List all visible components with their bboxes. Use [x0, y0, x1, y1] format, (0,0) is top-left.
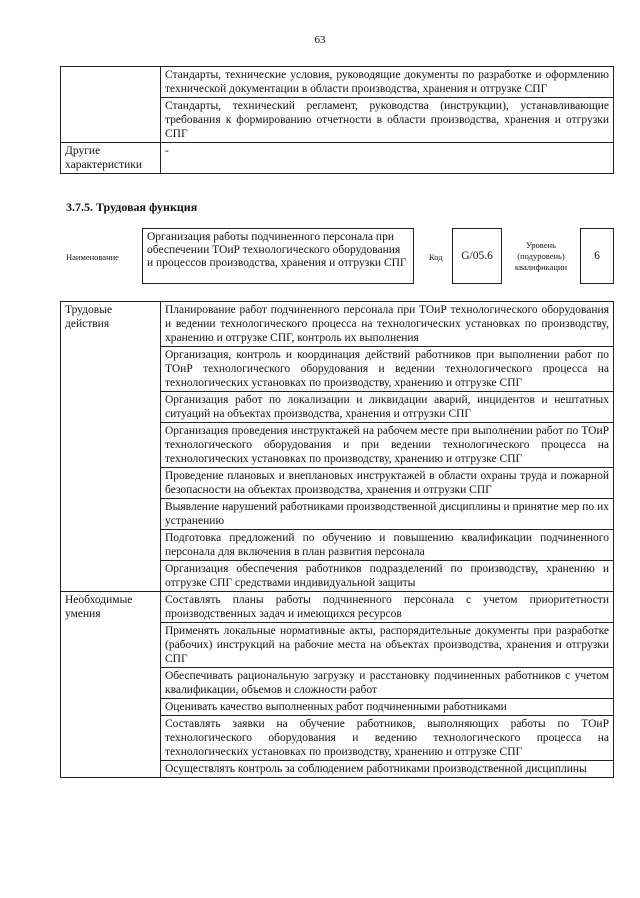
action-item: Подготовка предложений по обучению и повышению квалификации подчиненного персонала для включения в план развития персонала	[161, 530, 614, 561]
function-code: G/05.6	[452, 228, 502, 284]
skill-item: Применять локальные нормативные акты, распорядительные документы при разработке (рабочих) инструкций на рабочие места на объектах производства, хранения и отгрузки СПГ	[161, 623, 614, 668]
skill-item: Обеспечивать рациональную загрузку и расстановку подчиненных работников с учетом квалификации, объемов и сложности работ	[161, 668, 614, 699]
table-cell: Стандарты, технические условия, руководящие документы по разработке и оформлению технической документации в области производства, хранения и отгрузке СПГ	[161, 67, 614, 98]
row-label	[61, 67, 161, 143]
page-number: 63	[314, 34, 326, 46]
action-item: Организация работ по локализации и ликвидации аварий, инцидентов и нештатных ситуаций на объектах производства, хранения и отгрузки СПГ	[161, 392, 614, 423]
skill-item: Осуществлять контроль за соблюдением работниками производственной дисциплины	[161, 761, 614, 778]
level-label: Уровень (подуровень) квалификации	[514, 240, 568, 272]
previous-function-table	[60, 66, 614, 174]
actions-label: Трудовые действия	[61, 302, 161, 592]
function-name: Организация работы подчиненного персонала при обеспечении ТОиР технологического оборудования и процессов производства, хранения и отгрузки СПГ	[142, 228, 414, 284]
table-cell: -	[161, 143, 614, 174]
action-item: Организация проведения инструктажей на рабочем месте при выполнении работ по ТОиР технологического оборудования и при ведении технологического процесса на технологических установках по производству, хранению и отгрузке СПГ	[161, 423, 614, 468]
qualification-level: 6	[580, 228, 614, 284]
code-label: Код	[429, 252, 443, 262]
action-item: Организация, контроль и координация действий работников при выполнении работ по ТОиР технологического оборудования и ведении технологического процесса на технологических установках по производству, хранению и отгрузке СПГ	[161, 347, 614, 392]
action-item: Организация обеспечения работников подразделений по производству, хранению и отгрузке СПГ средствами индивидуальной защиты	[161, 561, 614, 592]
action-item: Выявление нарушений работниками производственной дисциплины и принятие мер по их устранению	[161, 499, 614, 530]
name-label: Наименование	[66, 252, 119, 262]
skill-item: Составлять планы работы подчиненного персонала с учетом приоритетности производственных задач и имеющихся ресурсов	[161, 592, 614, 623]
function-header	[60, 228, 614, 290]
skills-label: Необходимые умения	[61, 592, 161, 778]
table-cell: Стандарты, технический регламент, руководства (инструкции), устанавливающие требования к формированию отчетности в области производства, хранения и отгрузки СПГ	[161, 98, 614, 143]
function-details-table	[60, 301, 614, 778]
section-title: 3.7.5. Трудовая функция	[66, 200, 198, 214]
action-item: Проведение плановых и внеплановых инструктажей в области охраны труда и пожарной безопасности на объектах производства, хранения и отгрузки СПГ	[161, 468, 614, 499]
row-label: Другие характеристики	[61, 143, 161, 174]
action-item: Планирование работ подчиненного персонала при ТОиР технологического оборудования и ведении технологического процесса на технологических установках по производству, хранению и отгрузке СПГ, контроль их выполнения	[161, 302, 614, 347]
skill-item: Оценивать качество выполненных работ подчиненными работниками	[161, 699, 614, 716]
skill-item: Составлять заявки на обучение работников, выполняющих работы по ТОиР технологического оборудования и ведению технологического процесса на технологических установках по производству, хранению и отгрузке СПГ	[161, 716, 614, 761]
